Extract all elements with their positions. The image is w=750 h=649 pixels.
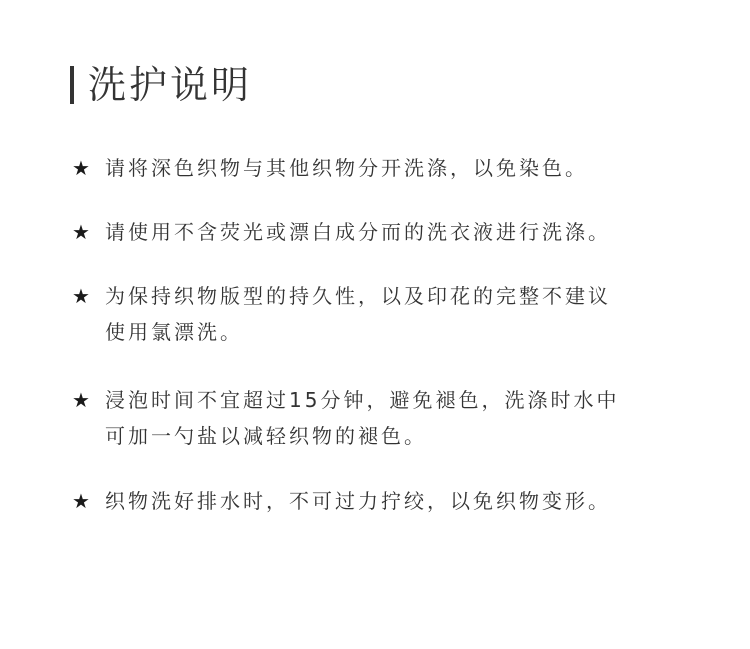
list-item (72, 483, 611, 519)
instruction-text: 浸泡时间不宜超过15分钟，避免褪色，洗涤时水中 (105, 388, 620, 412)
instruction-text-continued: 可加一勺盐以减轻织物的褪色。 (105, 424, 427, 448)
list-item (72, 214, 611, 250)
instruction-text: 请使用不含荧光或漂白成分而的洗衣液进行洗涤。 (105, 220, 611, 244)
list-item (72, 150, 588, 186)
instruction-text-continued: 使用氯漂洗。 (105, 320, 243, 344)
instruction-text: 为保持织物版型的持久性，以及印花的完整不建议 (105, 284, 611, 308)
section-header (70, 62, 252, 108)
list-item (72, 382, 619, 454)
star-icon: ★ (72, 388, 90, 412)
title-accent-bar (70, 66, 74, 104)
instruction-text: 织物洗好排水时，不可过力拧绞，以免织物变形。 (105, 489, 611, 513)
star-icon: ★ (72, 156, 90, 180)
star-icon: ★ (72, 284, 90, 308)
instruction-text: 请将深色织物与其他织物分开洗涤，以免染色。 (105, 156, 588, 180)
page-title: 洗护说明 (88, 63, 253, 107)
list-item (72, 278, 611, 350)
star-icon: ★ (72, 489, 90, 513)
star-icon: ★ (72, 220, 90, 244)
